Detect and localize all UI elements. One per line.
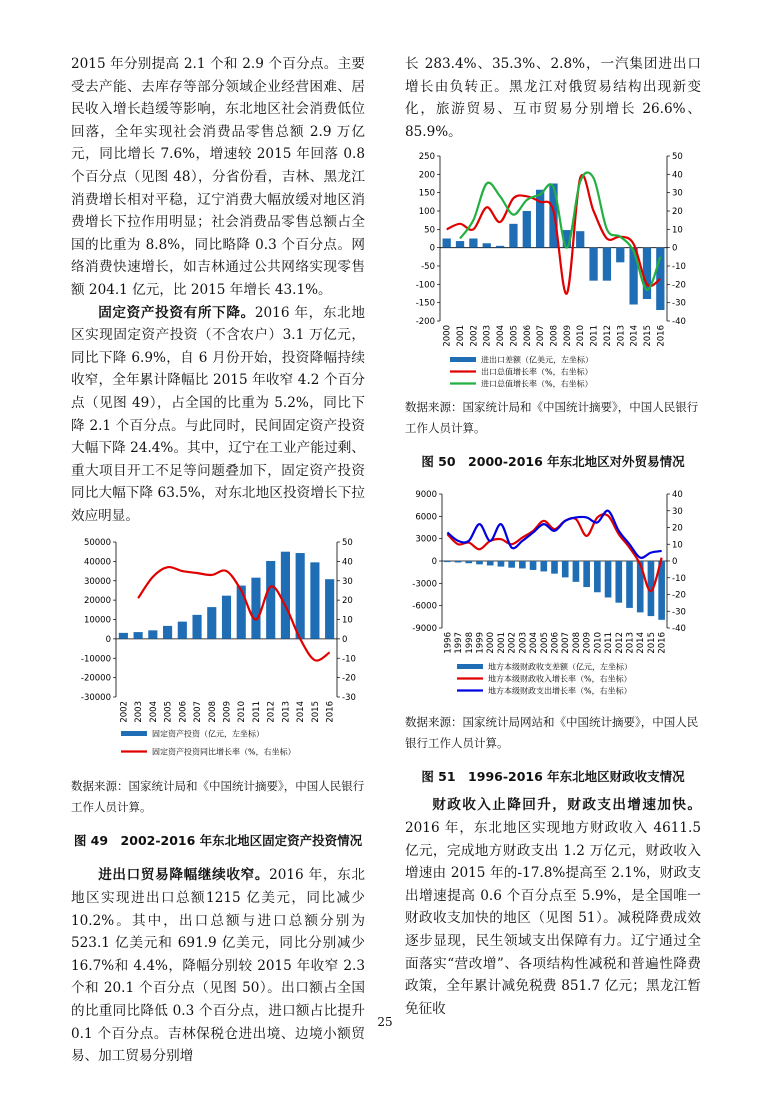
right-tick-label: 50 [342, 538, 353, 549]
right-tick-label: -40 [672, 317, 686, 328]
x-tick-label: 2000 [486, 632, 497, 655]
figure-51-caption: 图 51 1996-2016 年东北地区财政收支情况 [421, 769, 685, 785]
x-tick-label: 2001 [496, 632, 507, 655]
right-tick-label: 30 [672, 189, 683, 200]
paragraph-fiscal-body: 2016 年，东北地区实现地方财政收入 4611.5 亿元，完成地方财政支出 1.2 万亿元，财政收入增速由 2015 年的-17.8%提高至 2.1%，财政支出增速提高 0.6 个百分点至 5.9%，是全国唯一财政收支加快的地区（见图 51）。减税降费成效逐步显现，民生领域支出保障有力。辽宁通过全面落实“营改增”、各项结构性减税和普遍性降费政策，全年累计减免税费 851.7 亿元；黑龙江暂免征收 [405, 819, 701, 1017]
bar [134, 633, 143, 640]
legend-label: 固定资产投资同比增长率（%，右坐标） [152, 747, 296, 757]
right-tick-label: 30 [342, 577, 353, 588]
right-tick-label: 0 [672, 557, 678, 568]
figure-49-caption: 图 49 2002-2016 年东北地区固定资产投资情况 [73, 833, 363, 849]
x-tick-label: 2014 [296, 701, 307, 724]
figure-51-chart [405, 488, 701, 704]
figure-51-source: 数据来源：国家统计局网站和《中国统计摘要》，中国人民银行工作人员计算。 [405, 715, 699, 751]
legend-label: 地方本级财政支出增长率（%，右坐标） [488, 686, 632, 696]
right-tick-label: 40 [672, 490, 683, 501]
bar [530, 561, 537, 570]
bar [163, 626, 172, 639]
left-tick-label: 3000 [415, 535, 437, 546]
legend-label: 地方本级财政收入增长率（%，右坐标） [488, 674, 632, 684]
bar [444, 561, 451, 562]
x-tick-label: 2011 [604, 632, 615, 655]
paragraph-fixed-investment [71, 302, 365, 528]
bar [266, 561, 275, 639]
x-tick-label: 1998 [464, 632, 475, 655]
left-tick-label: 6000 [415, 512, 437, 523]
x-tick-label: 2014 [636, 632, 647, 655]
left-tick-label: 0 [431, 557, 437, 568]
left-tick-label: 20000 [83, 596, 111, 607]
right-tick-label: -10 [342, 654, 356, 665]
figure-50-source: 数据来源：国家统计局和《中国统计摘要》，中国人民银行工作人员计算。 [405, 400, 699, 436]
left-tick-label: -100 [415, 280, 435, 291]
bar [178, 622, 187, 639]
x-tick-label: 2003 [482, 325, 493, 348]
left-tick-label: 100 [418, 207, 435, 218]
left-tick-label: 50 [424, 225, 435, 236]
legend-label: 地方本级财政收支差额（亿元，左坐标） [488, 662, 632, 672]
x-tick-label: 2010 [576, 325, 587, 348]
bar [509, 224, 517, 248]
right-tick-label: -20 [672, 280, 686, 291]
bar [237, 586, 246, 639]
left-tick-label: 0 [105, 635, 111, 646]
bar [222, 596, 231, 639]
x-tick-label: 2015 [642, 325, 653, 348]
x-tick-label: 2010 [593, 632, 604, 655]
figure-49-chart [71, 536, 365, 768]
left-tick-label: 50000 [83, 538, 111, 549]
bar [523, 211, 531, 248]
bar [310, 563, 319, 640]
bar [455, 561, 462, 562]
x-tick-label: 2008 [549, 325, 560, 348]
bar [456, 241, 464, 248]
bar [616, 248, 624, 263]
x-tick-label: 2016 [656, 325, 667, 348]
x-tick-label: 2005 [539, 632, 550, 655]
right-tick-label: -30 [342, 693, 356, 704]
right-column [405, 53, 701, 1020]
right-tick-label: 0 [342, 635, 348, 646]
x-tick-label: 2016 [657, 632, 668, 655]
left-tick-label: 200 [418, 170, 435, 181]
right-tick-label: 10 [672, 540, 683, 551]
left-tick-label: -200 [415, 317, 435, 328]
x-tick-label: 2011 [589, 325, 600, 348]
x-tick-label: 2004 [529, 632, 540, 655]
x-tick-label: 2010 [237, 701, 248, 724]
heading-fixed-investment: 固定资产投资有所下降。 [98, 304, 255, 321]
bar [519, 561, 526, 568]
figure-49-source: 数据来源：国家统计局和《中国统计摘要》，中国人民银行工作人员计算。 [71, 779, 365, 815]
x-tick-label: 2008 [207, 701, 218, 724]
bar [496, 246, 504, 248]
x-tick-label: 2003 [134, 701, 145, 724]
left-tick-label: 250 [418, 152, 435, 163]
bar [551, 561, 558, 574]
x-tick-label: 1997 [454, 632, 465, 655]
paragraph-consumption: 2015 年分别提高 2.1 个和 2.9 个百分点。主要受去产能、去库存等部分领域企业经营困难、居民收入增长趋缓等影响，东北地区社会消费低位回落，全年实现社会消费品零售总额 2.9 万亿元，同比增长 7.6%，增速较 2015 年回落 0.8 个百分点（见图 48），分省份看，吉林、黑龙江消费增长相对平稳，辽宁消费大幅放缓对地区消费增长下拉作用明显；社会消费品零售总额占全国的比重为 8.8%，同比略降 0.3 个百分点。网络消费快速增长，如吉林通过公共网络实现零售额 204.1 亿元，比 2015 年增长 43.1%。 [71, 56, 365, 298]
right-tick-label: -30 [672, 299, 686, 310]
left-tick-label: -9000 [412, 624, 437, 635]
bar [536, 190, 544, 248]
left-tick-label: -3000 [412, 579, 437, 590]
right-tick-label: -20 [342, 674, 356, 685]
right-tick-label: -30 [672, 607, 686, 618]
figure-50-chart [405, 151, 701, 391]
x-tick-label: 2013 [281, 701, 292, 724]
x-tick-label: 2004 [496, 325, 507, 348]
bar [192, 615, 201, 639]
legend-label: 出口总值增长率（%，右坐标） [481, 367, 593, 377]
right-tick-label: 30 [672, 507, 683, 518]
bar [508, 561, 515, 568]
bar [443, 239, 451, 248]
right-tick-label: -10 [672, 262, 686, 273]
bar [583, 561, 590, 587]
legend-swatch [450, 357, 476, 362]
right-tick-label: 20 [672, 207, 683, 218]
right-tick-label: 0 [672, 244, 678, 255]
x-tick-label: 2002 [469, 325, 480, 348]
legend-label: 固定资产投资（亿元，左坐标） [152, 729, 264, 739]
x-tick-label: 2007 [193, 701, 204, 724]
bar [562, 561, 569, 577]
legend-swatch [457, 664, 483, 669]
x-tick-label: 2007 [536, 325, 547, 348]
left-tick-label: -150 [415, 299, 435, 310]
bar [573, 561, 580, 582]
left-tick-label: 9000 [415, 490, 437, 501]
bar [487, 561, 494, 565]
bar [589, 248, 597, 281]
left-tick-label: 30000 [83, 577, 111, 588]
x-tick-label: 2007 [561, 632, 572, 655]
x-tick-label: 2009 [582, 632, 593, 655]
x-tick-label: 2016 [325, 701, 336, 724]
bar [469, 239, 477, 248]
left-tick-label: -10000 [80, 654, 111, 665]
x-tick-label: 2013 [616, 325, 627, 348]
right-tick-label: -40 [672, 624, 686, 635]
x-tick-label: 2012 [614, 632, 625, 655]
paragraph-trade-body: 2016 年，东北地区实现进出口总额1215 亿美元，同比减少 10.2%。其中，出口总额与进口总额分别为 523.1 亿美元和 691.9 亿美元，同比分别减少 16.7%和 4.4%，降幅分别较 2015 年收窄 2.3 个和 20.1 个百分点（见图 50）。出口额占全国的比重同比降低 0.3 个百分点，进口额占比提升 0.1 个百分点。吉林保税仓进出境、边境小额贸易、加工贸易分别增 [71, 867, 365, 1065]
bar [594, 561, 601, 592]
left-tick-label: 40000 [83, 557, 111, 568]
bar [281, 552, 290, 639]
left-tick-label: 0 [429, 244, 435, 255]
right-tick-label: 10 [672, 225, 683, 236]
bar [603, 248, 611, 281]
left-tick-label: -20000 [80, 674, 111, 685]
left-tick-label: -6000 [412, 602, 437, 613]
bar [605, 561, 612, 597]
left-column [71, 53, 365, 1068]
bar [498, 561, 505, 567]
right-tick-label: -20 [672, 590, 686, 601]
bar [296, 554, 305, 640]
bar [626, 561, 633, 608]
x-tick-label: 2006 [522, 325, 533, 348]
x-tick-label: 2012 [266, 701, 277, 724]
x-tick-label: 2004 [148, 701, 159, 724]
right-tick-label: 20 [672, 523, 683, 534]
left-tick-label: -30000 [80, 693, 111, 704]
legend-label: 进出口差额（亿美元，左坐标） [481, 355, 593, 365]
left-tick-label: 10000 [83, 615, 111, 626]
bar [483, 244, 491, 248]
x-tick-label: 2006 [550, 632, 561, 655]
x-tick-label: 2005 [509, 325, 520, 348]
x-tick-label: 2014 [629, 325, 640, 348]
bar [576, 232, 584, 249]
bar [643, 248, 651, 299]
legend-swatch [121, 731, 147, 736]
x-tick-label: 2002 [507, 632, 518, 655]
x-tick-label: 2002 [119, 701, 130, 724]
bar [615, 561, 622, 603]
figure-50-caption: 图 50 2000-2016 年东北地区对外贸易情况 [421, 454, 685, 470]
right-tick-label: 50 [672, 152, 683, 163]
legend-label: 进口总值增长率（%，右坐标） [481, 379, 593, 389]
paragraph-fiscal [405, 794, 701, 1020]
paragraph-fixed-investment-body: 2016 年，东北地区实现固定资产投资（不含农户）3.1 万亿元，同比下降 6.9%，自 6 月份开始，投资降幅持续收窄，全年累计降幅比 2015 年收窄 4.2 个百分点（见图 49），占全国的比重为 5.2%，同比下降 2.1 个百分点。与此同时，民间固定资产投资大幅下降 24.4%。其中，辽宁在工业产能过剩、重大项目开工不足等问题叠加下，固定资产投资同比大幅下降 63.5%，对东北地区投资增长下拉效应明显。 [71, 304, 366, 524]
x-tick-label: 2008 [571, 632, 582, 655]
bar [207, 608, 216, 640]
x-tick-label: 2003 [518, 632, 529, 655]
bar [465, 561, 472, 563]
page-number: 25 [377, 1015, 393, 1029]
x-tick-label: 2005 [163, 701, 174, 724]
right-tick-label: 10 [342, 615, 353, 626]
bar [476, 561, 483, 564]
x-tick-label: 2000 [442, 325, 453, 348]
left-tick-label: 150 [418, 189, 435, 200]
series-line [447, 511, 661, 558]
bar [325, 580, 334, 640]
right-tick-label: 20 [342, 596, 353, 607]
x-tick-label: 2011 [251, 701, 262, 724]
x-tick-label: 2006 [178, 701, 189, 724]
left-tick-label: -50 [421, 262, 435, 273]
x-tick-label: 2013 [625, 632, 636, 655]
x-tick-label: 2012 [602, 325, 613, 348]
bar [540, 561, 547, 571]
paragraph-trade [71, 864, 365, 1067]
right-tick-label: -10 [672, 574, 686, 585]
x-tick-label: 1999 [475, 632, 486, 655]
x-tick-label: 2009 [222, 701, 233, 724]
right-tick-label: 40 [672, 170, 683, 181]
x-tick-label: 2015 [646, 632, 657, 655]
paragraph-trade-continued: 长 283.4%、35.3%、2.8%，一汽集团进出口增长由负转正。黑龙江对俄贸易结构出现新变化，旅游贸易、互市贸易分别增长 26.6%、85.9%。 [405, 56, 701, 140]
bar [148, 631, 157, 640]
bar [251, 578, 260, 639]
x-tick-label: 1996 [443, 632, 454, 655]
x-tick-label: 2009 [562, 325, 573, 348]
x-tick-label: 2015 [310, 701, 321, 724]
x-tick-label: 2001 [456, 325, 467, 348]
right-tick-label: 40 [342, 557, 353, 568]
heading-trade: 进出口贸易降幅继续收窄。 [98, 867, 270, 884]
bar [119, 633, 128, 639]
heading-fiscal: 财政收入止降回升，财政支出增速加快。 [432, 797, 701, 814]
